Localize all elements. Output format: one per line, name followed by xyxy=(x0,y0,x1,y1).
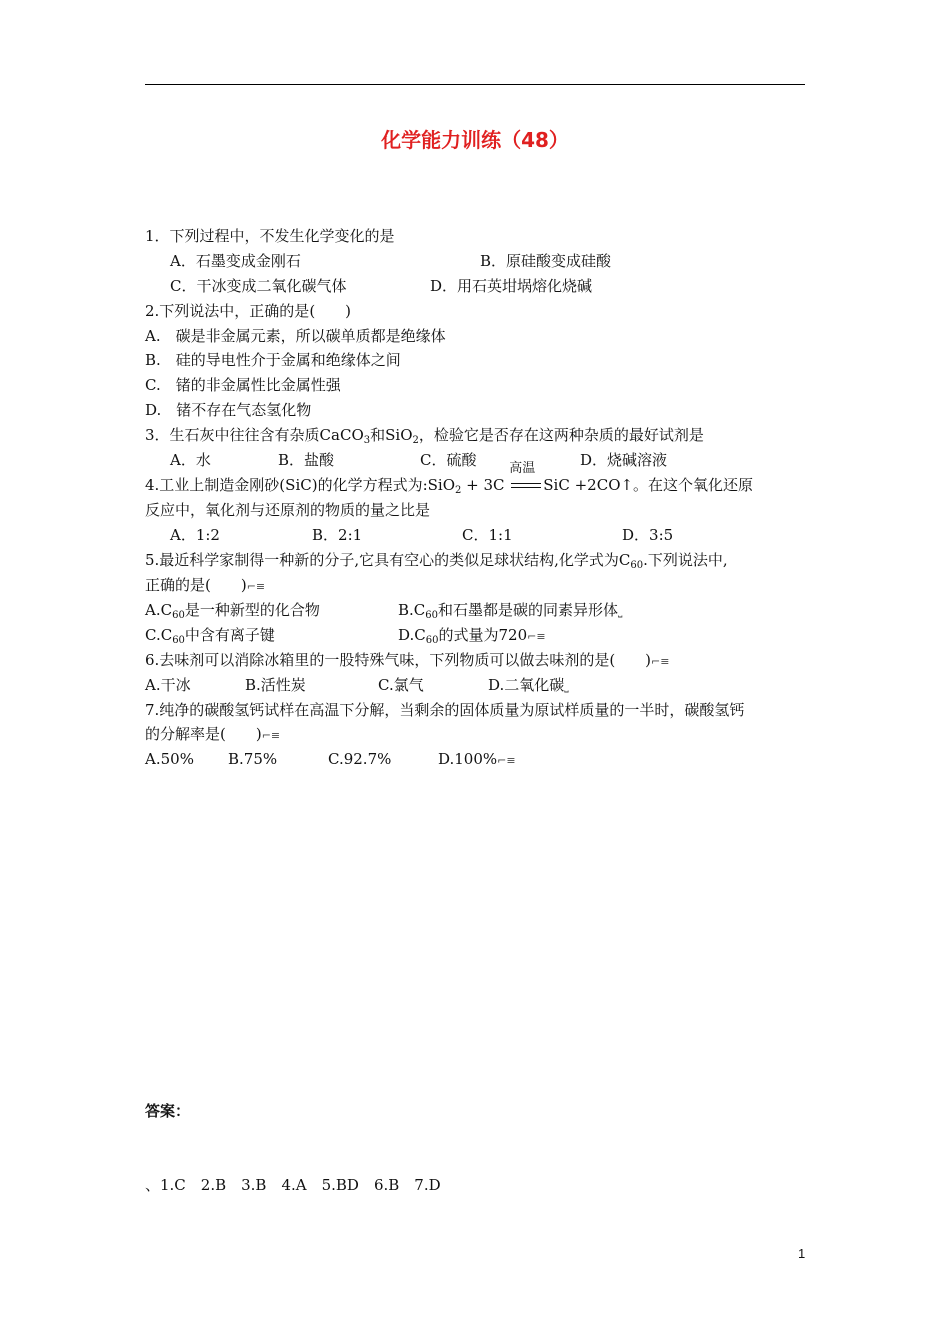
q4-reaction-arrow xyxy=(509,461,543,495)
q5-option-a xyxy=(145,600,320,626)
q4-stem xyxy=(145,461,754,501)
q5-b-pre: B.C xyxy=(398,601,426,619)
q2-option-a: A. 碳是非金属元素，所以碳单质都是绝缘体 xyxy=(145,327,446,345)
q5-a-post: 是一种新型的化合物 xyxy=(184,601,320,619)
q5-line1-post: .下列说法中, xyxy=(643,551,728,569)
q5-b-post: 和石墨都是碳的同素异形体 xyxy=(438,601,619,619)
q3-stem-pre: 3．生石灰中往往含有杂质CaCO xyxy=(145,426,364,444)
q3-sub2: 2 xyxy=(412,435,419,446)
q7-option-d xyxy=(438,749,516,771)
q2-option-d: D. 锗不存在气态氢化物 xyxy=(145,401,312,419)
q5-mark: ⌐≡ xyxy=(246,580,266,593)
q6-option-a: A.干冰 xyxy=(145,676,191,694)
q3-stem xyxy=(145,425,704,451)
q6-stem-text: 6.去味剂可以消除冰箱里的一股特殊气味，下列物质可以做去味剂的是( ) xyxy=(145,651,652,669)
q1-option-b: B．原硅酸变成硅酸 xyxy=(480,252,612,270)
q5-a-sub: 60 xyxy=(172,610,185,621)
page-number: 1 xyxy=(798,1246,806,1261)
q3-option-c: C．硫酸 xyxy=(420,451,477,469)
q6-option-b: B.活性炭 xyxy=(245,676,306,694)
q1-option-c: C．干冰变成二氧化碳气体 xyxy=(170,277,347,295)
answers-label: 答案： xyxy=(145,1102,191,1120)
q6-d-text: D.二氧化碳 xyxy=(488,676,565,694)
q3-option-b: B．盐酸 xyxy=(278,451,335,469)
q6-d-mark: ⎵ xyxy=(564,680,569,693)
q5-option-c xyxy=(145,625,275,651)
q7-option-a: A.50% xyxy=(145,750,194,768)
q5-b-mark: ⎵ xyxy=(618,605,623,618)
q5-line2 xyxy=(145,575,265,597)
q5-line1 xyxy=(145,550,728,576)
q5-d-post: 的式量为720 xyxy=(438,626,528,644)
page-title: 化学能力训练（48） xyxy=(381,128,569,152)
q7-mark: ⌐≡ xyxy=(261,729,281,742)
q5-c-sub: 60 xyxy=(172,635,185,646)
q5-d-mark: ⌐≡ xyxy=(527,630,546,643)
q7-line1: 7.纯净的碳酸氢钙试样在高温下分解，当剩余的固体质量为原试样质量的一半时，碳酸氢钙 xyxy=(145,701,745,719)
q3-sub1: 3 xyxy=(363,435,371,446)
q1-stem: 1．下列过程中，不发生化学变化的是 xyxy=(145,227,395,245)
q4-condition: 高温 xyxy=(509,461,536,476)
q2-option-c: C. 锗的非金属性比金属性强 xyxy=(145,376,341,394)
q1-option-d: D．用石英坩埚熔化烧碱 xyxy=(430,277,593,295)
q3-option-a: A．水 xyxy=(170,451,211,469)
q5-a-pre: A.C xyxy=(145,601,173,619)
q7-d-text: D.100% xyxy=(438,750,498,768)
q5-c-pre: C.C xyxy=(145,626,173,644)
q7-line2-text: 的分解率是( ) xyxy=(145,725,262,743)
answers-list: 、1.C 2.B 3.B 4.A 5.BD 6.B 7.D xyxy=(145,1176,441,1194)
q5-option-b xyxy=(398,600,622,626)
q4-equals-sign xyxy=(511,480,541,492)
q6-option-c: C.氯气 xyxy=(378,676,424,694)
q6-mark: ⌐≡ xyxy=(651,655,670,668)
q7-line2 xyxy=(145,724,280,746)
q1-option-a: A．石墨变成金刚石 xyxy=(170,252,301,270)
q5-b-sub: 60 xyxy=(425,610,439,621)
q3-stem-mid: 和SiO xyxy=(370,426,413,444)
q4-stem-pre: 4.工业上制造金刚砂(SiC)的化学方程式为:SiO xyxy=(145,476,455,494)
q7-d-mark: ⌐≡ xyxy=(497,754,516,767)
header-rule xyxy=(145,84,805,85)
q7-option-c: C.92.7% xyxy=(328,750,392,768)
q5-c-post: 中含有离子键 xyxy=(184,626,275,644)
q5-sub: 60 xyxy=(630,560,644,571)
q5-d-pre: D.C xyxy=(398,626,426,644)
q4-option-d: D．3:5 xyxy=(622,526,674,544)
q4-stem-mid: + 3C xyxy=(461,476,505,494)
q4-option-c: C．1:1 xyxy=(462,526,513,544)
q5-d-sub: 60 xyxy=(425,635,439,646)
q4-stem-post: SiC +2CO↑。在这个氧化还原 xyxy=(543,476,754,494)
q3-option-d: D．烧碱溶液 xyxy=(580,451,668,469)
q5-line2-text: 正确的是( ) xyxy=(145,576,247,594)
q6-stem xyxy=(145,650,669,672)
q6-option-d xyxy=(488,675,569,697)
q4-sub: 2 xyxy=(455,485,462,496)
q2-option-b: B. 硅的导电性介于金属和绝缘体之间 xyxy=(145,351,401,369)
q4-option-b: B．2:1 xyxy=(312,526,363,544)
q7-option-b: B.75% xyxy=(228,750,278,768)
q4-option-a: A．1:2 xyxy=(170,526,220,544)
q3-stem-post: ，检验它是否存在这两种杂质的最好试剂是 xyxy=(418,426,704,444)
q4-line2: 反应中，氧化剂与还原剂的物质的量之比是 xyxy=(145,501,431,519)
q2-stem: 2.下列说法中，正确的是( ) xyxy=(145,302,352,320)
q5-option-d xyxy=(398,625,546,651)
q5-line1-pre: 5.最近科学家制得一种新的分子,它具有空心的类似足球状结构,化学式为C xyxy=(145,551,631,569)
